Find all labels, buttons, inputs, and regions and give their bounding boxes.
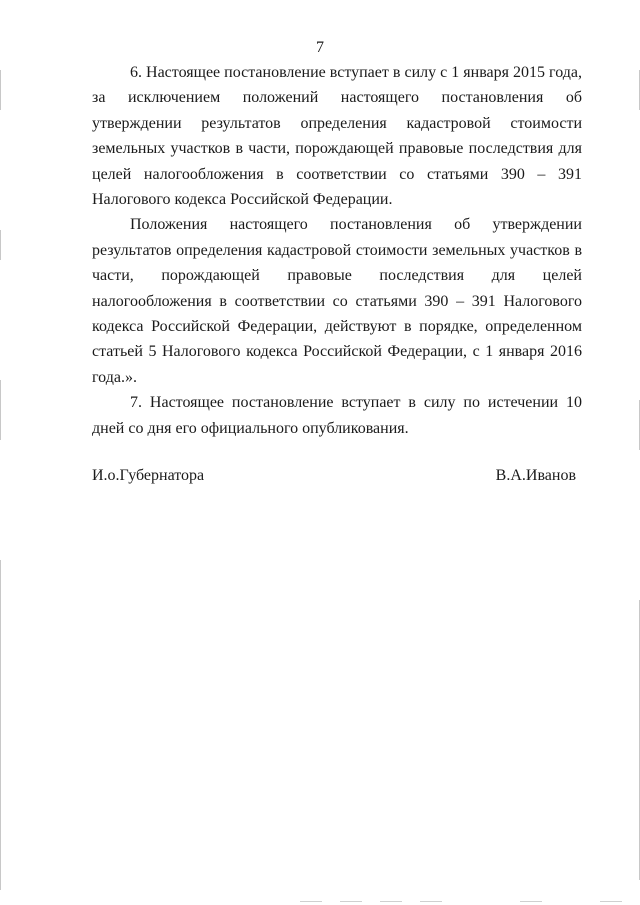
signatory-position: И.о.Губернатора — [92, 467, 205, 484]
scan-edge-bottom — [0, 900, 640, 903]
document-body — [92, 60, 582, 441]
signatory-name: В.А.Иванов — [495, 467, 576, 484]
page-number: 7 — [316, 39, 324, 56]
paragraph-6: 6. Настоящее постановление вступает в силу с 1 января 2015 года, за исключением положений настоящего постановления об утверждении результатов определения кадастровой стоимости земельных участков в части, порождающей правовые последствия для целей налогообложения в соответствии со статьями 390 – 391 Налогового кодекса Российской Федерации. — [92, 64, 582, 209]
signature-block — [92, 466, 576, 486]
paragraph-7: 7. Настоящее постановление вступает в силу по истечении 10 дней со дня его официального опубликования. — [92, 394, 582, 437]
scan-edge-left — [0, 0, 2, 905]
paragraph-6-continuation: Положения настоящего постановления об утверждении результатов определения кадастровой стоимости земельных участков в части, порождающей правовые последствия для целей налогообложения в соответствии со статьями 390 – 391 Налогового кодекса Российской Федерации, действуют в порядке, определенном статьей 5 Налогового кодекса Российской Федерации, с 1 января 2016 года.». — [92, 216, 582, 386]
